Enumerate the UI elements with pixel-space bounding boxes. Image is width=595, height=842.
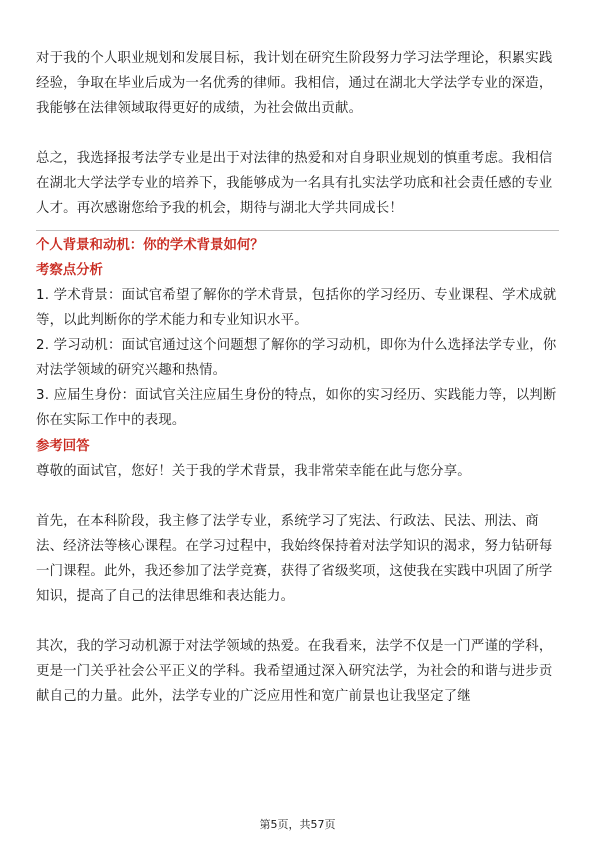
analysis-point-2: 2. 学习动机：面试官通过这个问题想了解你的学习动机，即你为什么选择法学专业，你对法学领域的研究兴趣和热情。 [36, 338, 557, 378]
reference-paragraph-3: 其次，我的学习动机源于对法学领域的热爱。在我看来，法学不仅是一门严谨的学科，更是一门关乎社会公平正义的学科。我希望通过深入研究法学，为社会的和谐与进步贡献自己的力量。此外，法学专业的广泛应用性和宽广前景也让我坚定了继 [36, 639, 553, 704]
question-title: 个人背景和动机：你的学术背景如何？ [36, 238, 264, 253]
reference-paragraph-1: 尊敬的面试官，您好！关于我的学术背景，我非常荣幸能在此与您分享。 [36, 464, 471, 479]
analysis-heading: 考察点分析 [36, 263, 103, 278]
reference-heading: 参考回答 [36, 439, 90, 454]
page-content [36, 46, 559, 709]
intro-paragraph-2: 总之，我选择报考法学专业是出于对法律的热爱和对自身职业规划的慎重考虑。我相信在湖北大学法学专业的培养下，我能够成为一名具有扎实法学功底和社会责任感的专业人才。再次感谢您给予我的机会，期待与湖北大学共同成长！ [36, 151, 553, 216]
intro-paragraph-1: 对于我的个人职业规划和发展目标，我计划在研究生阶段努力学习法学理论，积累实践经验，争取在毕业后成为一名优秀的律师。我相信，通过在湖北大学法学专业的深造，我能够在法律领域取得更好的成绩，为社会做出贡献。 [36, 51, 553, 116]
analysis-point-1: 1. 学术背景：面试官希望了解你的学术背景，包括你的学习经历、专业课程、学术成就等，以此判断你的学术能力和专业知识水平。 [36, 288, 557, 328]
reference-paragraph-2: 首先，在本科阶段，我主修了法学专业，系统学习了宪法、行政法、民法、刑法、商法、经济法等核心课程。在学习过程中，我始终保持着对法学知识的渴求，努力钻研每一门课程。此外，我还参加了法学竞赛，获得了省级奖项，这使我在实践中巩固了所学知识，提高了自己的法律思维和表达能力。 [36, 514, 553, 604]
analysis-point-3: 3. 应届生身份：面试官关注应届生身份的特点，如你的实习经历、实践能力等，以判断你在实际工作中的表现。 [36, 388, 557, 428]
section-divider [36, 230, 559, 231]
page-footer: 第5页，共57页 [259, 818, 336, 831]
